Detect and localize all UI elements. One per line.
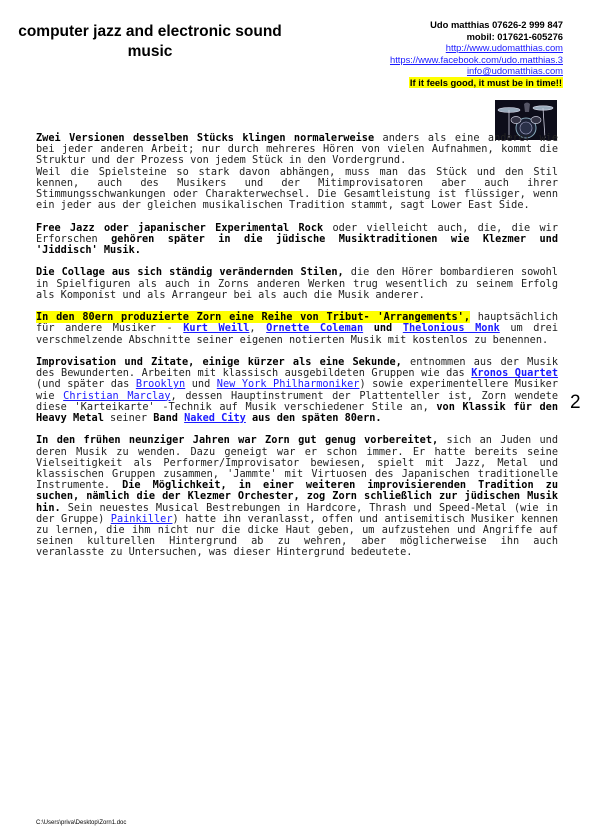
text: ) sowie experimentellere Musiker wie — [36, 378, 558, 402]
contact-block — [390, 19, 563, 88]
text: die den Hörer bombardieren sowohl in Spielfiguren als auch in Zorns anderen Werken trug wesentlich zu seinem Erfolg als Komponist und als Arrangeur bei als auch die Musik anderer. — [36, 266, 558, 301]
bold-text: gehören später in die jüdische Musiktraditionen wie Klezmer und 'Jiddisch' Musik. — [36, 232, 558, 257]
text: Sein neuestes Musical Bestrebungen in Hardcore, Thrash und Speed-Metal (wie in der Gruppe) — [36, 501, 558, 525]
contact-mobile: mobil: 017621-605276 — [466, 30, 563, 42]
text: entnommen aus der Musik des Bewunderten. Arbeiten mit klassisch ausgebildeten Gruppen wie das — [36, 356, 558, 380]
website-link[interactable]: http://www.udomatthias.com — [445, 42, 563, 53]
email-link[interactable]: info@udomatthias.com — [466, 65, 563, 76]
highlighted-text: In den 80ern produzierte Zorn eine Reihe von Tribut- 'Arrangements', — [36, 311, 470, 324]
bold-text: Die Collage aus sich ständig verändernden Stilen, — [36, 266, 344, 279]
link-ornette-coleman[interactable]: Ornette Coleman — [266, 322, 364, 335]
text: oder vielleicht auch, die, die wir Erforschen — [36, 221, 558, 245]
bold-text: In den frühen neunziger Jahren war Zorn gut genug vorbereitet, — [36, 434, 439, 447]
motto: If it feels good, it must be in time!! — [409, 76, 562, 88]
bold-text: Zwei Versionen desselben Stücks klingen normalerweise — [36, 132, 375, 144]
link-naked-city[interactable]: Naked City — [184, 412, 246, 425]
link-painkiller[interactable]: Painkiller — [110, 512, 173, 525]
paragraph-1 — [36, 133, 558, 211]
contact-name-phone: Udo matthias 07626-2 999 847 — [430, 19, 563, 30]
bold-text: aus den späten 80ern. — [245, 412, 382, 425]
paragraph-6 — [36, 435, 558, 558]
footer-file-path: C:\Users\priva\Desktop\Zorn1.doc — [36, 820, 127, 826]
title-line-2: music — [127, 43, 173, 60]
text: seiner — [103, 412, 154, 425]
text: Weil die Spielsteine so stark davon abhängen, muss man das Stück und den Stil kennen, auch des Musikers und der Mitimprovisatoren aber auch ihrer Stimmungsschwankungen oder Charakterwechsel. Die Gesamtleistung ist flüssiger, wenn ein jeder aus der gleichen musikalischen Tradition stammt, sagt Lower East Side. — [36, 165, 558, 212]
paragraph-5 — [36, 357, 558, 424]
text: hauptsächlich für andere Musiker - — [36, 311, 558, 335]
link-thelonious-monk[interactable]: Thelonious Monk — [402, 322, 500, 335]
text: ) hatte ihn veranlasst, offen und antisemitisch Musiker kennen zu lernen, die ihm nicht nur die dicke Haut geben, um aufzustehen und Angriffe auf seinen kulturellen Hintergrund ab zu wehren, aber möglicherweise ihn auch veranlasste zu Untersuchen, was dieser Hintergrund bedeutete. — [36, 512, 558, 559]
paragraph-2 — [36, 223, 558, 257]
text: und — [185, 378, 217, 391]
bold-text: Band — [153, 412, 185, 425]
link-kronos-quartet[interactable]: Kronos Quartet — [471, 367, 558, 380]
link-brooklyn[interactable]: Brooklyn — [135, 378, 186, 391]
link-new-york-philharmoniker[interactable]: New York Philharmoniker — [216, 378, 360, 391]
bold-text: und — [363, 322, 403, 335]
text: (und später das — [36, 378, 136, 391]
bold-text: Die Möglichkeit, in einer weiteren improvisierenden Tradition zu suchen, nämlich die der Klezmer Orchester, zog Zorn schließlich zur jüdischen Musik hin. — [36, 479, 558, 514]
link-christian-marclay[interactable]: Christian Marclay — [63, 389, 171, 402]
text: , — [249, 322, 267, 335]
title-line-1: computer jazz and electronic sound — [18, 23, 282, 40]
text: anders als eine anderer wie bei jeder anderen Arbeit; nur durch mehreres Hören von vielen Aufnahmen, kommt die Struktur und der Prozess von jedem Stück in den Vordergrund. — [36, 132, 558, 167]
paragraph-4 — [36, 312, 558, 346]
text: sich an Juden und deren Musik zu wenden. Dazu geneigt war er schon immer. Er hatte bereits seine Vielseitigkeit als Performer/Improvisator bewiesen, spielt mit Jazz, Metal und klassischen Gruppen zusammen, 'Jammte' mit Virtuosen des Japanischen traditionelle Instrumente. — [36, 434, 558, 492]
bold-text: Free Jazz oder japanischer Experimental Rock — [36, 221, 324, 234]
page-number: 2 — [570, 392, 581, 413]
facebook-link[interactable]: https://www.facebook.com/udo.matthias.3 — [389, 53, 563, 65]
text: um drei verschmelzende Abschnitte seiner eigenen notierten Musik mit kostenlos zu benennen. — [36, 322, 558, 346]
link-kurt-weill[interactable]: Kurt Weill — [183, 322, 250, 335]
bold-text: Improvisation und Zitate, einige kürzer als eine Sekunde, — [36, 356, 402, 368]
paragraph-3 — [36, 267, 558, 301]
document-title — [0, 22, 300, 62]
text: , dessen Hauptinstrument der Plattenteller ist, Zorn wendete diese 'Karteikarte' -Technik auf Musik verschiedener Stile an, — [36, 389, 559, 413]
document-body — [36, 133, 558, 570]
bold-text: von Klassik für den Heavy Metal — [36, 400, 558, 425]
